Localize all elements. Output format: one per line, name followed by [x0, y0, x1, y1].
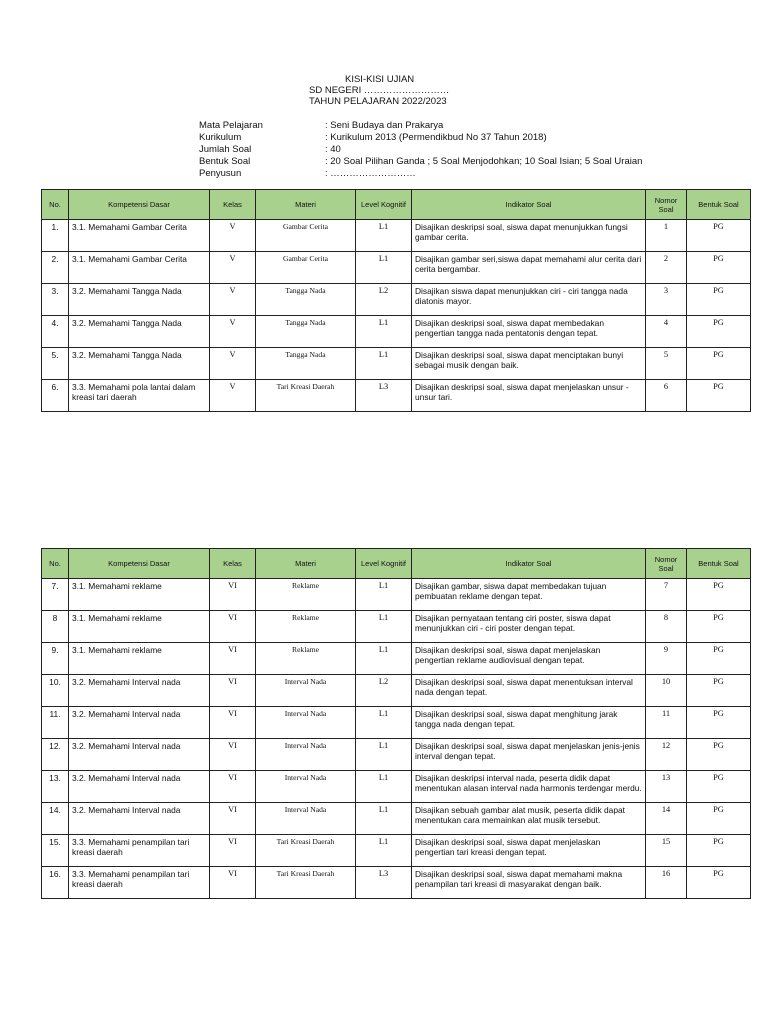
col-header-kompetensi: Kompetensi Dasar — [69, 549, 210, 579]
table-row — [42, 803, 751, 835]
cell-kompetensi-dasar: 3.2. Memahami Tangga Nada — [69, 284, 210, 316]
cell-bentuk-soal: PG — [687, 803, 751, 835]
cell-indikator-soal: Disajikan deskripsi soal, siswa dapat menjelaskan jenis-jenis interval dengan tepat. — [412, 739, 646, 771]
cell-kompetensi-dasar: 3.2. Memahami Interval nada — [69, 675, 210, 707]
cell-nomor-soal: 6 — [646, 380, 687, 412]
cell-nomor-soal: 10 — [646, 675, 687, 707]
table-row — [42, 611, 751, 643]
academic-year: TAHUN PELAJARAN 2022/2023 — [309, 96, 447, 107]
cell-bentuk-soal: PG — [687, 867, 751, 899]
cell-kelas: V — [210, 284, 256, 316]
col-header-nomor: Nomor Soal — [646, 549, 687, 579]
col-header-kelas: Kelas — [210, 549, 256, 579]
cell-no: 1. — [42, 220, 69, 252]
info-value: : 20 Soal Pilihan Ganda ; 5 Soal Menjodohkan; 10 Soal Isian; 5 Soal Uraian — [325, 156, 643, 167]
cell-kompetensi-dasar: 3.2. Memahami Interval nada — [69, 803, 210, 835]
cell-materi: Interval Nada — [256, 707, 356, 739]
cell-kelas: VI — [210, 739, 256, 771]
cell-kompetensi-dasar: 3.2. Memahami Tangga Nada — [69, 348, 210, 380]
info-value: : 40 — [325, 144, 341, 155]
cell-materi: Tangga Nada — [256, 348, 356, 380]
cell-indikator-soal: Disajikan gambar, siswa dapat membedakan tujuan pembuatan reklame dengan tepat. — [412, 579, 646, 611]
cell-indikator-soal: Disajikan gambar seri,siswa dapat memahami alur cerita dari cerita bergambar. — [412, 252, 646, 284]
cell-level-kognitif: L1 — [356, 348, 412, 380]
cell-kelas: VI — [210, 675, 256, 707]
cell-indikator-soal: Disajikan sebuah gambar alat musik, peserta didik dapat menentukan cara memainkan alat musik tersebut. — [412, 803, 646, 835]
col-header-nomor: Nomor Soal — [646, 190, 687, 220]
cell-no: 3. — [42, 284, 69, 316]
document-header — [309, 74, 449, 107]
cell-indikator-soal: Disajikan deskripsi interval nada, peserta didik dapat menentukan alasan interval nada harmonis terdengar merdu. — [412, 771, 646, 803]
cell-no: 2. — [42, 252, 69, 284]
table-row — [42, 643, 751, 675]
cell-indikator-soal: Disajikan deskripsi soal, siswa dapat menjelaskan unsur - unsur tari. — [412, 380, 646, 412]
cell-kompetensi-dasar: 3.1. Memahami reklame — [69, 579, 210, 611]
kisi-table-kelas-vi — [41, 548, 751, 899]
cell-kompetensi-dasar: 3.2. Memahami Interval nada — [69, 739, 210, 771]
cell-nomor-soal: 1 — [646, 220, 687, 252]
table-row — [42, 252, 751, 284]
info-row — [199, 168, 642, 180]
cell-materi: Interval Nada — [256, 771, 356, 803]
document-title: KISI-KISI UJIAN — [345, 74, 415, 85]
col-header-level: Level Kognitif — [356, 549, 412, 579]
cell-materi: Reklame — [256, 643, 356, 675]
table-row — [42, 739, 751, 771]
cell-materi: Reklame — [256, 579, 356, 611]
col-header-materi: Materi — [256, 549, 356, 579]
col-header-indikator: Indikator Soal — [412, 190, 646, 220]
cell-no: 15. — [42, 835, 69, 867]
info-value: : Kurikulum 2013 (Permendikbud No 37 Tahun 2018) — [325, 132, 547, 143]
cell-kompetensi-dasar: 3.1. Memahami reklame — [69, 643, 210, 675]
cell-bentuk-soal: PG — [687, 284, 751, 316]
cell-nomor-soal: 16 — [646, 867, 687, 899]
cell-materi: Tari Kreasi Daerah — [256, 867, 356, 899]
cell-no: 14. — [42, 803, 69, 835]
table-row — [42, 707, 751, 739]
cell-bentuk-soal: PG — [687, 348, 751, 380]
cell-nomor-soal: 7 — [646, 579, 687, 611]
cell-no: 12. — [42, 739, 69, 771]
info-label: Mata Pelajaran — [199, 120, 263, 131]
cell-materi: Tangga Nada — [256, 284, 356, 316]
info-row — [199, 144, 642, 156]
cell-level-kognitif: L1 — [356, 579, 412, 611]
info-value: : ……………………… — [325, 168, 416, 179]
table-row — [42, 348, 751, 380]
col-header-indikator: Indikator Soal — [412, 549, 646, 579]
cell-kompetensi-dasar: 3.3. Memahami penampilan tari kreasi daerah — [69, 835, 210, 867]
cell-level-kognitif: L1 — [356, 316, 412, 348]
table-header-row — [42, 190, 751, 220]
cell-level-kognitif: L3 — [356, 380, 412, 412]
cell-indikator-soal: Disajikan deskripsi soal, siswa dapat menjelaskan pengertian tari kreasi dengan tepat. — [412, 835, 646, 867]
cell-materi: Tangga Nada — [256, 316, 356, 348]
cell-kelas: VI — [210, 835, 256, 867]
cell-materi: Interval Nada — [256, 675, 356, 707]
cell-bentuk-soal: PG — [687, 835, 751, 867]
info-label: Bentuk Soal — [199, 156, 251, 167]
cell-indikator-soal: Disajikan pernyataan tentang ciri poster, siswa dapat menunjukkan ciri - ciri poster dengan tepat. — [412, 611, 646, 643]
info-value: : Seni Budaya dan Prakarya — [325, 120, 444, 131]
cell-bentuk-soal: PG — [687, 579, 751, 611]
table-row — [42, 316, 751, 348]
cell-nomor-soal: 15 — [646, 835, 687, 867]
cell-kelas: V — [210, 220, 256, 252]
cell-level-kognitif: L1 — [356, 220, 412, 252]
cell-bentuk-soal: PG — [687, 771, 751, 803]
cell-indikator-soal: Disajikan deskripsi soal, siswa dapat menghitung jarak tangga nada dengan tepat. — [412, 707, 646, 739]
cell-indikator-soal: Disajikan deskripsi soal, siswa dapat menentuksan interval nada dengan tepat. — [412, 675, 646, 707]
cell-indikator-soal: Disajikan deskripsi soal, siswa dapat membedakan pengertian tangga nada pentatonis dengan tepat. — [412, 316, 646, 348]
cell-materi: Reklame — [256, 611, 356, 643]
cell-nomor-soal: 9 — [646, 643, 687, 675]
cell-indikator-soal: Disajikan siswa dapat menunjukkan ciri - ciri tangga nada diatonis mayor. — [412, 284, 646, 316]
cell-kelas: V — [210, 380, 256, 412]
table-row — [42, 867, 751, 899]
cell-kelas: VI — [210, 579, 256, 611]
cell-bentuk-soal: PG — [687, 380, 751, 412]
cell-kompetensi-dasar: 3.2. Memahami Interval nada — [69, 771, 210, 803]
cell-nomor-soal: 11 — [646, 707, 687, 739]
cell-level-kognitif: L1 — [356, 643, 412, 675]
cell-nomor-soal: 5 — [646, 348, 687, 380]
cell-no: 16. — [42, 867, 69, 899]
cell-materi: Gambar Cerita — [256, 220, 356, 252]
cell-materi: Interval Nada — [256, 739, 356, 771]
info-label: Kurikulum — [199, 132, 242, 143]
cell-no: 7. — [42, 579, 69, 611]
table-row — [42, 284, 751, 316]
cell-bentuk-soal: PG — [687, 643, 751, 675]
cell-kelas: V — [210, 316, 256, 348]
table-row — [42, 675, 751, 707]
cell-kelas: VI — [210, 803, 256, 835]
cell-kompetensi-dasar: 3.3. Memahami penampilan tari kreasi daerah — [69, 867, 210, 899]
cell-no: 5. — [42, 348, 69, 380]
col-header-materi: Materi — [256, 190, 356, 220]
cell-level-kognitif: L1 — [356, 707, 412, 739]
table-row — [42, 771, 751, 803]
cell-level-kognitif: L1 — [356, 739, 412, 771]
cell-kelas: VI — [210, 707, 256, 739]
cell-no: 8 — [42, 611, 69, 643]
cell-level-kognitif: L1 — [356, 252, 412, 284]
col-header-no: No. — [42, 549, 69, 579]
cell-kompetensi-dasar: 3.1. Memahami reklame — [69, 611, 210, 643]
cell-indikator-soal: Disajikan deskripsi soal, siswa dapat menciptakan bunyi sebagai musik dengan baik. — [412, 348, 646, 380]
cell-bentuk-soal: PG — [687, 739, 751, 771]
school-name: SD NEGERI ……………………… — [309, 85, 450, 96]
cell-level-kognitif: L1 — [356, 771, 412, 803]
kisi-table-kelas-v — [41, 189, 751, 412]
cell-bentuk-soal: PG — [687, 707, 751, 739]
info-row — [199, 120, 642, 132]
cell-materi: Tari Kreasi Daerah — [256, 835, 356, 867]
cell-indikator-soal: Disajikan deskripsi soal, siswa dapat menunjukkan fungsi gambar cerita. — [412, 220, 646, 252]
cell-kompetensi-dasar: 3.1. Memahami Gambar Cerita — [69, 252, 210, 284]
col-header-bentuk: Bentuk Soal — [687, 549, 751, 579]
exam-info — [199, 120, 642, 180]
cell-level-kognitif: L1 — [356, 611, 412, 643]
cell-level-kognitif: L3 — [356, 867, 412, 899]
cell-bentuk-soal: PG — [687, 675, 751, 707]
cell-nomor-soal: 3 — [646, 284, 687, 316]
cell-kelas: V — [210, 252, 256, 284]
cell-nomor-soal: 4 — [646, 316, 687, 348]
cell-level-kognitif: L1 — [356, 803, 412, 835]
cell-no: 11. — [42, 707, 69, 739]
col-header-no: No. — [42, 190, 69, 220]
info-row — [199, 132, 642, 144]
info-row — [199, 156, 642, 168]
cell-level-kognitif: L2 — [356, 675, 412, 707]
cell-kelas: VI — [210, 611, 256, 643]
cell-nomor-soal: 2 — [646, 252, 687, 284]
cell-bentuk-soal: PG — [687, 252, 751, 284]
cell-indikator-soal: Disajikan deskripsi soal, siswa dapat menjelaskan pengertian reklame audiovisual dengan tepat. — [412, 643, 646, 675]
table-row — [42, 220, 751, 252]
cell-materi: Interval Nada — [256, 803, 356, 835]
cell-kelas: VI — [210, 771, 256, 803]
col-header-level: Level Kognitif — [356, 190, 412, 220]
table-header-row — [42, 549, 751, 579]
table-row — [42, 380, 751, 412]
cell-nomor-soal: 14 — [646, 803, 687, 835]
table-row — [42, 579, 751, 611]
info-label: Jumlah Soal — [199, 144, 252, 155]
cell-kelas: VI — [210, 643, 256, 675]
cell-materi: Tari Kreasi Daerah — [256, 380, 356, 412]
table-row — [42, 835, 751, 867]
col-header-bentuk: Bentuk Soal — [687, 190, 751, 220]
info-label: Penyusun — [199, 168, 242, 179]
cell-nomor-soal: 12 — [646, 739, 687, 771]
cell-nomor-soal: 13 — [646, 771, 687, 803]
cell-nomor-soal: 8 — [646, 611, 687, 643]
cell-no: 10. — [42, 675, 69, 707]
cell-kompetensi-dasar: 3.2. Memahami Tangga Nada — [69, 316, 210, 348]
cell-kelas: VI — [210, 867, 256, 899]
cell-kompetensi-dasar: 3.1. Memahami Gambar Cerita — [69, 220, 210, 252]
cell-bentuk-soal: PG — [687, 220, 751, 252]
cell-no: 13. — [42, 771, 69, 803]
col-header-kompetensi: Kompetensi Dasar — [69, 190, 210, 220]
cell-materi: Gambar Cerita — [256, 252, 356, 284]
cell-kompetensi-dasar: 3.3. Memahami pola lantai dalam kreasi tari daerah — [69, 380, 210, 412]
cell-no: 9. — [42, 643, 69, 675]
cell-level-kognitif: L1 — [356, 835, 412, 867]
cell-bentuk-soal: PG — [687, 611, 751, 643]
cell-no: 4. — [42, 316, 69, 348]
col-header-kelas: Kelas — [210, 190, 256, 220]
cell-no: 6. — [42, 380, 69, 412]
cell-kompetensi-dasar: 3.2. Memahami Interval nada — [69, 707, 210, 739]
cell-bentuk-soal: PG — [687, 316, 751, 348]
cell-indikator-soal: Disajikan deskripsi soal, siswa dapat memahami makna penampilan tari kreasi di masyarakat dengan baik. — [412, 867, 646, 899]
cell-level-kognitif: L2 — [356, 284, 412, 316]
cell-kelas: V — [210, 348, 256, 380]
